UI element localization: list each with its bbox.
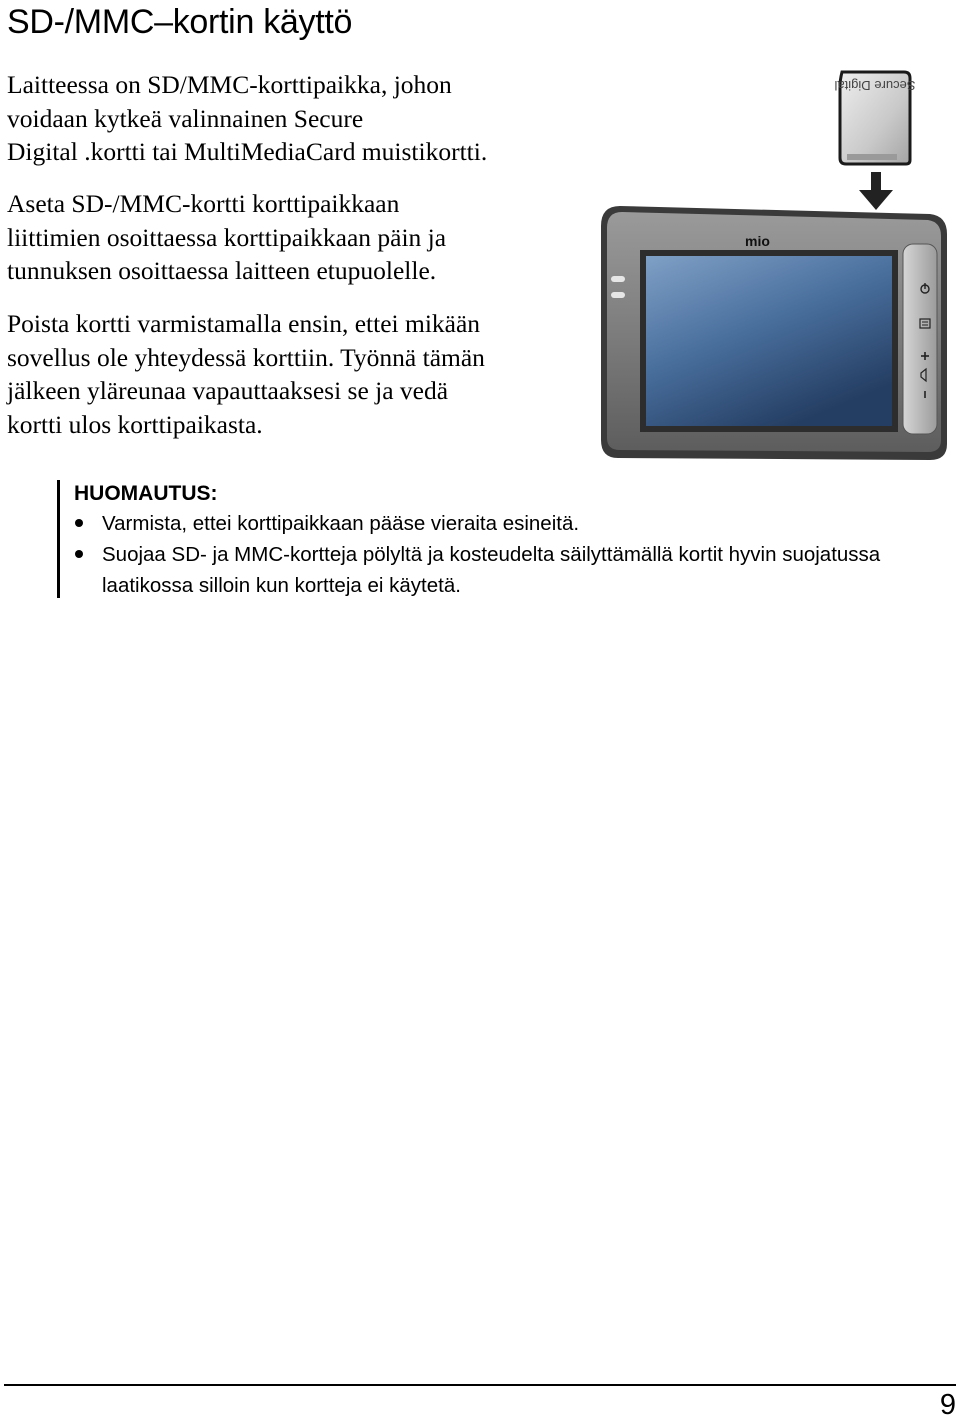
sd-card-icon (834, 72, 915, 164)
note-list (74, 508, 944, 601)
note-heading: HUOMAUTUS: (74, 482, 218, 505)
text-line: tunnuksen osoittaessa laitteen etupuolelle. (7, 256, 437, 285)
bullet-icon (75, 519, 83, 527)
device-illustration (598, 66, 950, 466)
paragraph-insert-card (7, 187, 567, 288)
paragraph-remove-card (7, 307, 567, 441)
text-line: Aseta SD-/MMC-kortti korttipaikkaan (7, 189, 400, 218)
navigator-device-icon (601, 206, 947, 460)
paragraph-card-slot-intro (7, 68, 567, 169)
text-line: Digital .kortti tai MultiMediaCard muistikortti. (7, 137, 488, 166)
page-title: SD-/MMC–kortin käyttö (7, 3, 353, 41)
note-text: Varmista, ettei korttipaikkaan pääse vieraita esineitä. (102, 512, 580, 535)
bullet-icon (75, 550, 83, 558)
text-line: voidaan kytkeä valinnainen Secure (7, 103, 364, 133)
text-line: kortti ulos korttipaikasta. (7, 409, 263, 439)
note-box (57, 480, 950, 598)
insert-arrow-icon (859, 172, 893, 210)
page-number: 9 (939, 1389, 956, 1421)
text-line: sovellus ole yhteydessä korttiin. Työnnä tämän (7, 342, 485, 372)
list-item (74, 539, 944, 601)
text-line: jälkeen yläreunaa vapauttaaksesi se ja vedä (7, 376, 449, 405)
note-text: laatikossa silloin kun kortteja ei käytetä. (102, 574, 461, 597)
card-label: Secure Digital (834, 78, 916, 93)
list-item (74, 508, 944, 539)
text-line: liittimien osoittaessa korttipaikkaan päin ja (7, 222, 447, 252)
footer-rule (4, 1384, 956, 1386)
text-line: Poista kortti varmistamalla ensin, ettei mikään (7, 309, 481, 338)
text-line: Laitteessa on SD/MMC-korttipaikka, johon (7, 70, 452, 99)
brand-logo: mio (745, 233, 770, 249)
note-text: Suojaa SD- ja MMC-kortteja pölyltä ja kosteudelta säilyttämällä kortit hyvin suojatussa (102, 543, 881, 566)
